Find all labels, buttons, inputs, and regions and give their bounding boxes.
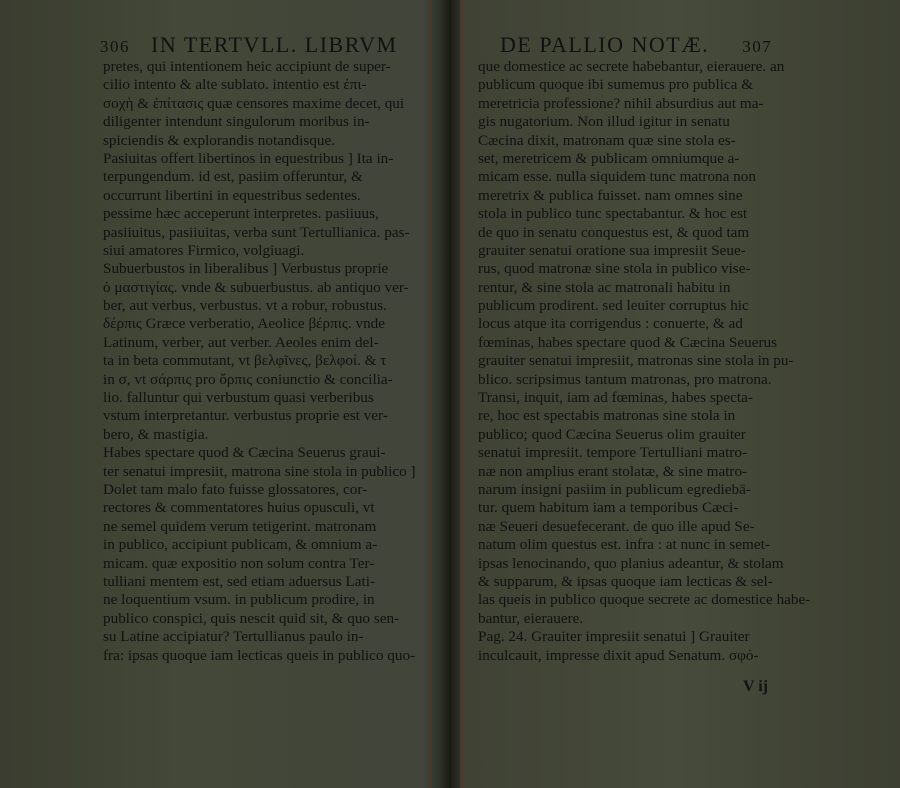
text-line: inculcauit, impresse dixit apud Senatum. σφό- — [478, 646, 759, 664]
text-line: publicum prodirent. sed leuiter corruptus hic — [478, 297, 749, 315]
text-line: stola in publico tunc spectabantur. & hoc est — [478, 205, 748, 223]
text-line: meretrix & publica fuisset. nam omnes sine — [478, 186, 743, 204]
text-line: σοχὴ & ἐπίτασις quæ censores maxime decet, qui — [103, 94, 405, 112]
left-page-number: 306 — [100, 37, 130, 56]
text-line: gis nugatorium. Non illud igitur in senatu — [478, 113, 730, 131]
text-line: siui amatores Firmico, volgiuagi. — [103, 241, 305, 259]
text-line: occurrunt libertini in equestribus sedentes. — [103, 186, 361, 204]
text-line: grauiter senatui impresiit, matronas sine stola in pu- — [478, 352, 794, 370]
text-line: fœminas, habes spectare quod & Cæcina Seuerus — [478, 333, 778, 351]
text-line: ipsas lenocinando, quo planius adeantur, & stolam — [478, 554, 784, 572]
left-body-text — [103, 58, 416, 665]
text-line: spiciendis & explorandis notandisque. — [103, 131, 335, 149]
text-line: in σ, vt σάρπις pro ὄρπις coniunctio & concilia- — [103, 370, 393, 388]
text-line: su Latine accipiatur? Tertullianus paulo in- — [103, 628, 364, 646]
text-line: ta in beta commutant, vt βελφῖνες, βελφοί. & τ — [103, 352, 387, 370]
book-gutter — [440, 0, 460, 788]
left-page — [0, 0, 440, 788]
text-line: Pag. 24. Grauiter impresiit senatui ] Grauiter — [478, 628, 750, 646]
text-line: locus atque ita corrigendus : conuerte, & ad — [478, 315, 743, 333]
text-line: rentur, & sine stola ac matronali habitu in — [478, 278, 731, 296]
text-line: næ non amplius erant stolatæ, & sine matro- — [478, 462, 748, 480]
text-line: ὁ μαστιγίας. vnde & subuerbustus. ab antiquo ver- — [103, 278, 409, 296]
text-line: terpungendum. id est, pasiim offeruntur, & — [103, 168, 363, 186]
right-running-head — [500, 32, 772, 58]
text-line: Cæcina dixit, matronam quæ sine stola es- — [478, 131, 736, 149]
right-edge-rule — [462, 0, 463, 788]
text-line: Dolet tam malo fato fuisse glossatores, cor- — [103, 480, 368, 498]
text-line: publicum quoque ibi sumemus pro publica & — [478, 76, 754, 94]
text-line: Pasiuitas offert libertinos in equestribus ] Ita in- — [103, 149, 394, 167]
text-line: lio. falluntur qui verbustum quasi verberibus — [103, 389, 374, 407]
text-line: senatui impresiit. tempore Tertulliani matro- — [478, 444, 748, 462]
text-line: publico conspici, quis nescit quid sit, & quo sen- — [103, 609, 400, 627]
right-page-number: 307 — [742, 37, 773, 56]
left-edge-rule — [431, 0, 432, 788]
text-line: set, meretricem & publicam omniumque a- — [478, 149, 740, 167]
text-line: in publico, accipiunt publicam, & omnium a- — [103, 536, 378, 554]
text-line: de quo in senatu conquestus est, & quod tam — [478, 223, 750, 241]
right-body-text — [478, 58, 810, 665]
text-line: que domestice ac secrete habebantur, eierauere. an — [478, 58, 785, 75]
text-line: ne semel quidem verum tetigerint. matronam — [103, 517, 377, 535]
text-line: bero, & mastigia. — [103, 425, 209, 443]
text-line: δέρπις Græce verberatio, Aeolice βέρπις. vnde — [103, 315, 386, 333]
text-line: Habes spectare quod & Cæcina Seuerus graui- — [103, 444, 386, 462]
text-line: pasiiuitus, pasiiuitas, verba sunt Tertullianica. pas- — [103, 223, 410, 241]
text-line: Subuerbustos in liberalibus ] Verbustus proprie — [103, 260, 389, 278]
text-line: fra: ipsas quoque iam lecticas queis in publico quo- — [103, 646, 416, 664]
text-line: meretricia professione? nihil absurdius aut ma- — [478, 94, 764, 112]
right-page — [460, 0, 900, 788]
text-line: cilio intento & alte sublato. intentio est ἐπι- — [103, 76, 367, 94]
text-line: publico; quod Cæcina Seuerus olim grauiter — [478, 425, 746, 443]
text-line: blico. scripsimus tantum matronas, pro matrona. — [478, 370, 772, 388]
text-line: & supparum, & ipsas quoque iam lecticas & sel- — [478, 572, 773, 590]
text-line: ber, aut verbus, verbustus. vt a robur, robustus. — [103, 297, 387, 315]
text-line: pessime hæc acceperunt interpretes. pasiiuus, — [103, 205, 379, 223]
text-line: pretes, qui intentionem heic accipiunt de super- — [103, 58, 391, 75]
text-line: micam. quæ expositio non solum contra Ter- — [103, 554, 375, 572]
text-line: rectores & commentatores huius opusculi, vt — [103, 499, 375, 517]
text-line: Latinum, verber, aut verber. Aeoles enim del- — [103, 333, 379, 351]
text-line: bantur, eierauere. — [478, 609, 584, 627]
text-line: grauiter senatui oratione sua impresiit Seue- — [478, 241, 746, 259]
text-line: tulliani mentem est, sed etiam aduersus Lati- — [103, 572, 376, 590]
text-line: diligenter intendunt singulorum moribus in- — [103, 113, 370, 131]
text-line: micam esse. nulla siquidem tunc matrona non — [478, 168, 756, 186]
text-line: ter senatui impresiit, matrona sine stola in publico ] — [103, 462, 416, 480]
left-running-head — [100, 32, 398, 58]
text-line: re, hoc est spectabis matronas sine stola in — [478, 407, 736, 425]
text-line: las queis in publico quoque secrete ac domestice habe- — [478, 591, 811, 609]
text-line: næ Seueri desuefecerant. de quo ille apud Se- — [478, 517, 755, 535]
text-line: Transi, inquit, iam ad fœminas, habes specta- — [478, 389, 753, 407]
text-line: ne loquentium vsum. in publicum prodire, in — [103, 591, 375, 609]
catchword: V ij — [742, 678, 768, 695]
text-line: tur. quem habitum iam a temporibus Cæci- — [478, 499, 739, 517]
text-line: narum insigni pasiim in publicum egrediebā- — [478, 480, 751, 498]
text-line: natum olim questus est. infra : at nunc in semet- — [478, 536, 770, 554]
left-head-title: IN TERTVLL. LIBRVM — [151, 32, 398, 57]
text-line: vstum interpretantur. verbustus proprie est ver- — [103, 407, 388, 425]
text-line: rus, quod matronæ sine stola in publico vise- — [478, 260, 751, 278]
right-head-title: DE PALLIO NOTÆ. — [500, 32, 710, 57]
